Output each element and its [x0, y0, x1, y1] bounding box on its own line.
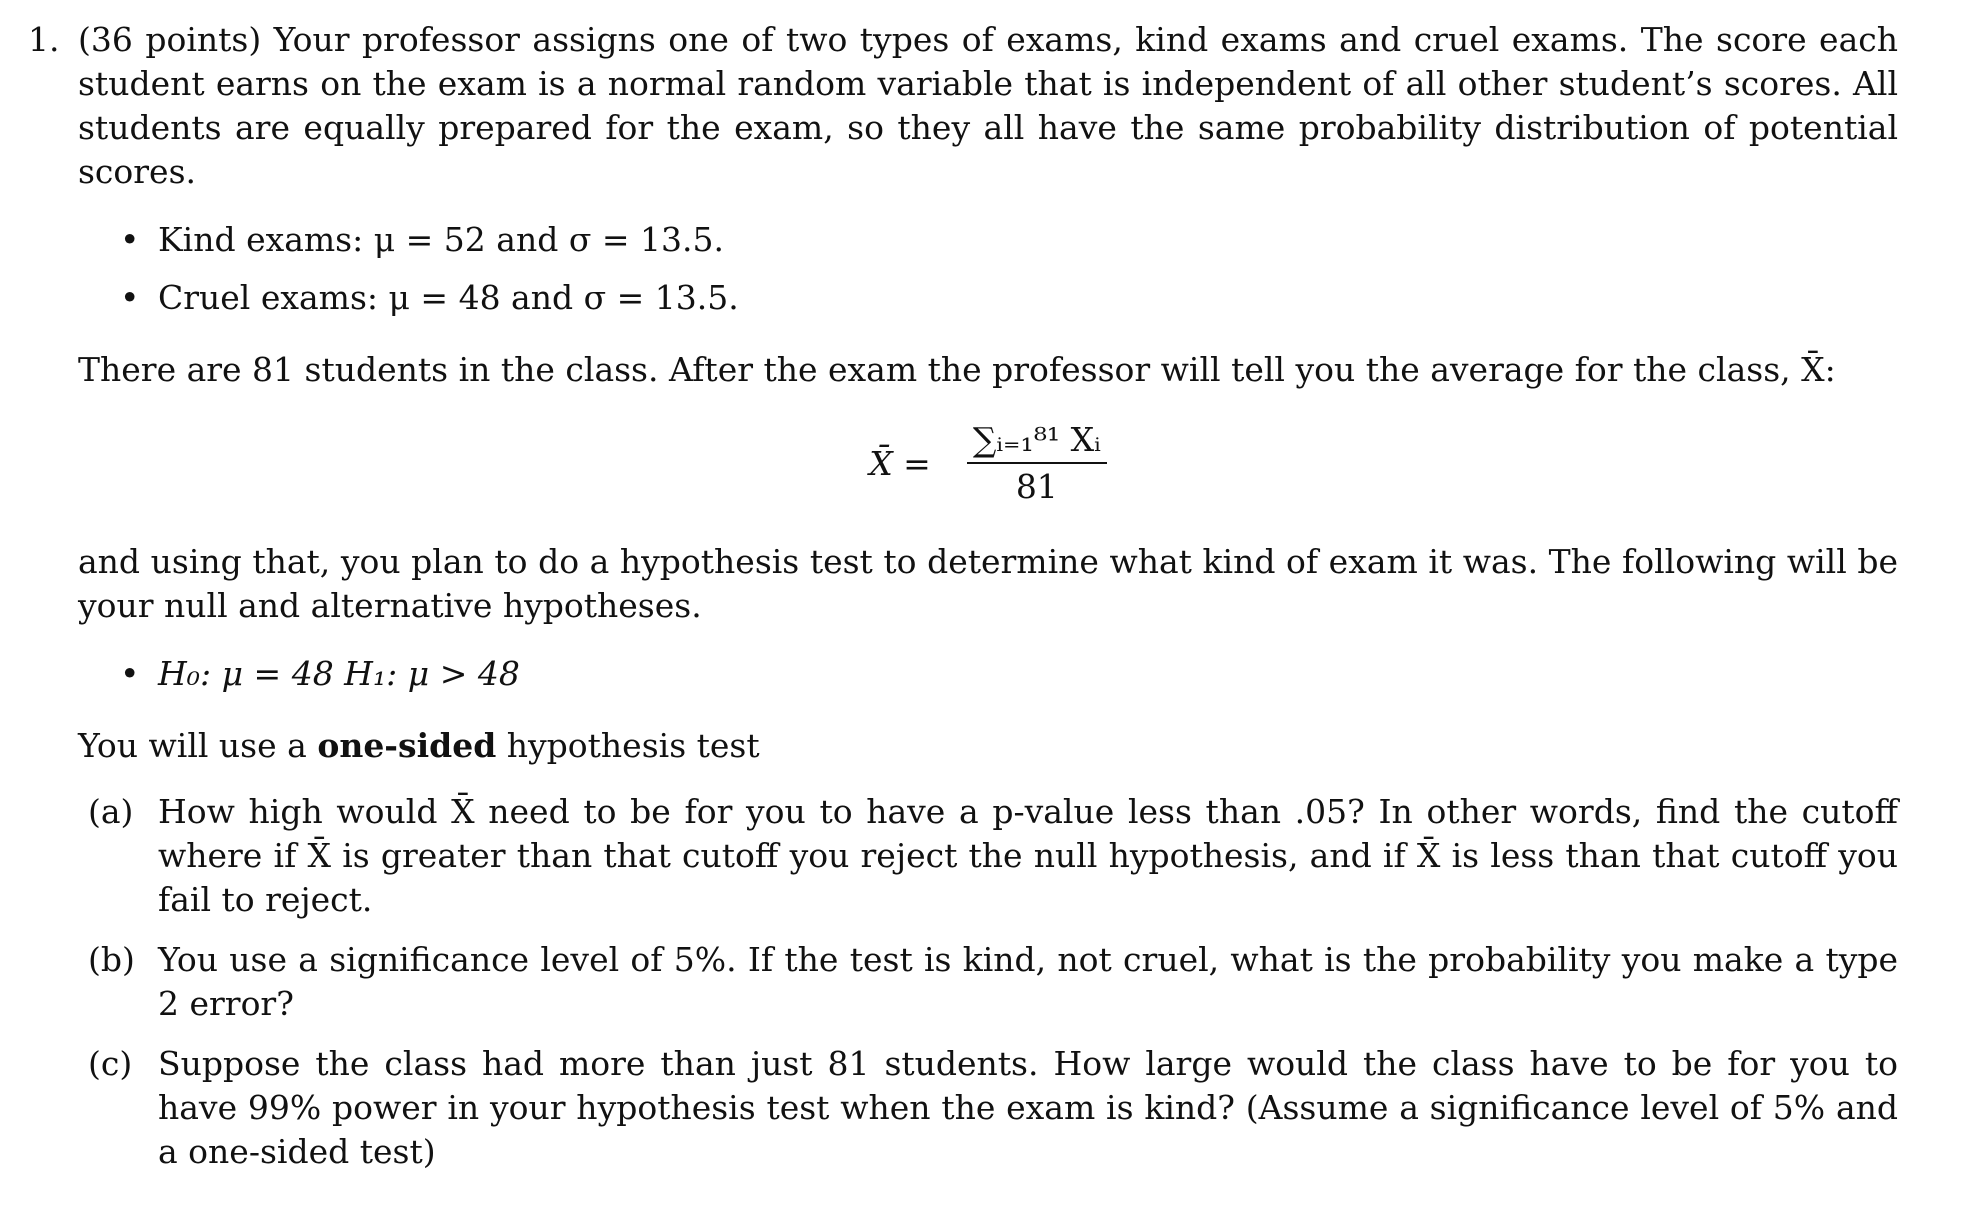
part-c: [78, 1042, 1898, 1174]
formula-fraction: [967, 420, 1107, 508]
part-a-text: How high would X̄ need to be for you to have a p-value less than .05? In other words, find the cutoff where if X̄ is greater than that cutoff you reject the null hypothesis, and if X̄ is less than that cutoff you fail to reject.: [158, 792, 1898, 919]
formula-lhs: X̄ =: [869, 444, 931, 483]
test-type-suffix: hypothesis test: [506, 726, 760, 765]
bullet-icon: •: [120, 220, 140, 259]
part-c-text: Suppose the class had more than just 81 students. How large would the class have to be for you to have 99% power in your hypothesis test when the exam is kind? (Assume a significance level of 5% and a one-sided test): [158, 1044, 1898, 1171]
exam-type-cruel: [78, 276, 1898, 320]
formula-numerator: ∑ᵢ₌₁⁸¹ Xᵢ: [967, 420, 1107, 464]
test-type: [78, 724, 1898, 768]
exam-type-kind-text: Kind exams: μ = 52 and σ = 13.5.: [158, 220, 724, 259]
problem-intro: (36 points) Your professor assigns one of two types of exams, kind exams and cruel exams. The score each student earns on the exam is a normal random variable that is independent of all other student’s scores. All students are equally prepared for the exam, so they all have the same probability distribution of potential scores.: [78, 20, 1898, 191]
bullet-icon: •: [120, 654, 140, 693]
hypotheses-list: [78, 652, 1898, 696]
test-type-prefix: You will use a: [78, 726, 307, 765]
hypotheses-item: [78, 652, 1898, 696]
exam-type-kind: [78, 218, 1898, 262]
average-formula: [78, 414, 1898, 514]
problem-body: [78, 18, 1898, 1174]
exam-types-list: [78, 218, 1898, 320]
part-b-label: (b): [88, 940, 135, 979]
part-a: [78, 790, 1898, 922]
hypotheses-text: H₀: μ = 48 H₁: μ > 48: [158, 654, 520, 693]
part-b: [78, 938, 1898, 1026]
hypothesis-intro: and using that, you plan to do a hypothesis test to determine what kind of exam it was. The following will be your null and alternative hypotheses.: [78, 542, 1898, 625]
test-type-bold: one-sided: [317, 726, 497, 765]
part-a-label: (a): [88, 792, 134, 831]
class-info: There are 81 students in the class. After the exam the professor will tell you the average for the class, X̄:: [78, 350, 1836, 389]
part-c-label: (c): [88, 1044, 133, 1083]
problem-number: 1.: [28, 20, 60, 59]
bullet-icon: •: [120, 278, 140, 317]
part-b-text: You use a significance level of 5%. If the test is kind, not cruel, what is the probability you make a type 2 error?: [158, 940, 1898, 1023]
formula-denominator: 81: [1015, 467, 1058, 506]
question-parts: [78, 790, 1898, 1174]
exam-type-cruel-text: Cruel exams: μ = 48 and σ = 13.5.: [158, 278, 739, 317]
problem-1: [28, 18, 1898, 1190]
